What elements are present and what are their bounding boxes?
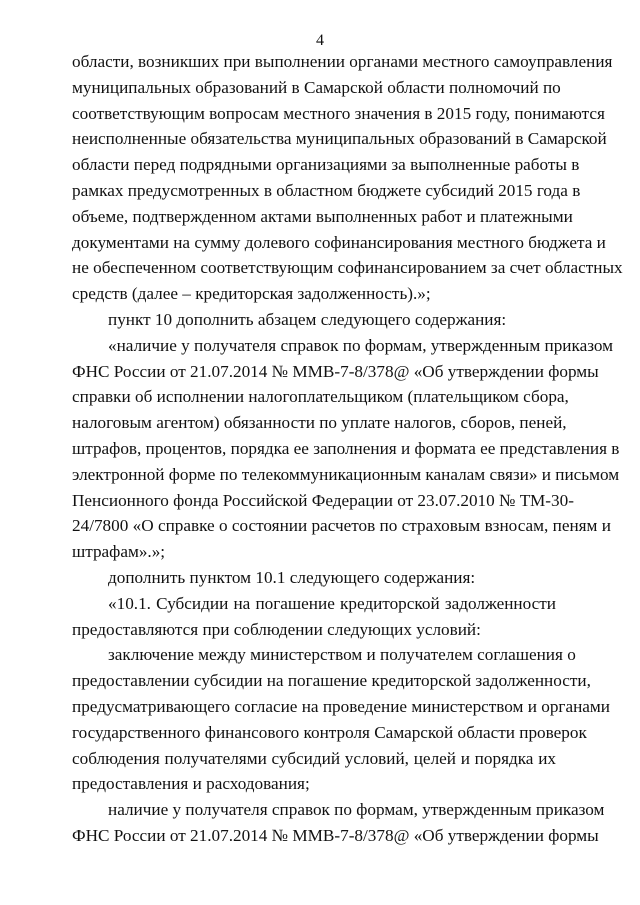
text-line: области перед подрядными организациями за выполненные работы в <box>72 155 580 175</box>
text-line: области, возникших при выполнении органами местного самоуправления <box>72 52 613 71</box>
text-line: заключение между министерством и получателем соглашения о <box>108 645 576 665</box>
text-line: предоставлении субсидии на погашение кредиторской задолженности, <box>72 671 591 691</box>
paragraph <box>72 565 556 591</box>
text-line: соблюдения получателями субсидий условий, целей и порядка их <box>72 748 556 768</box>
text-line: пункт 10 дополнить абзацем следующего содержания: <box>108 309 507 329</box>
text-line: муниципальных образований в Самарской области полномочий по <box>72 77 561 97</box>
paragraph <box>72 49 623 307</box>
paragraph <box>72 333 620 565</box>
text-line: документами на сумму долевого софинансирования местного бюджета и <box>72 232 606 252</box>
text-line: «10.1. Субсидии на погашение кредиторской задолженности <box>108 593 556 613</box>
text-line: штрафам».»; <box>72 542 166 562</box>
text-line: рамках предусмотренных в областном бюджете субсидий 2015 года в <box>72 180 581 200</box>
text-line: государственного финансового контроля Самарской области проверок <box>72 722 587 742</box>
text-line: предусматривающего согласие на проведение министерством и органами <box>72 696 610 716</box>
text-line: неисполненные обязательства муниципальных образований в Самарской <box>72 129 607 149</box>
text-line: «наличие у получателя справок по формам, утвержденным приказом <box>108 335 614 355</box>
text-line: 24/7800 «О справке о состоянии расчетов по страховым взносам, пеням и <box>72 516 611 536</box>
text-line: соответствующим вопросам местного значения в 2015 году, понимаются <box>72 103 605 123</box>
text-line: наличие у получателя справок по формам, утвержденным приказом <box>108 800 605 820</box>
text-line: штрафов, процентов, порядка ее заполнения и формата ее представления в <box>72 438 620 458</box>
text-line: дополнить пунктом 10.1 следующего содержания: <box>108 567 476 587</box>
text-line: средств (далее – кредиторская задолженность).»; <box>72 284 431 304</box>
text-line: не обеспеченном соответствующим софинансированием за счет областных <box>72 258 623 278</box>
text-line: ФНС России от 21.07.2014 № ММВ-7-8/378@ «Об утверждении формы <box>72 361 599 381</box>
text-line: электронной форме по телекоммуникационным каналам связи» и письмом <box>72 464 620 484</box>
paragraph <box>72 797 605 849</box>
text-line: предоставления и расходования; <box>72 774 310 794</box>
text-line: объеме, подтвержденном актами выполненных работ и платежными <box>72 206 573 226</box>
paragraph <box>72 642 610 797</box>
paragraph <box>72 591 556 643</box>
text-line: справки об исполнении налогоплательщиком (плательщиком сбора, <box>72 387 569 407</box>
text-line: Пенсионного фонда Российской Федерации от 23.07.2010 № ТМ-30- <box>72 490 574 510</box>
text-line: налоговым агентом) обязанности по уплате налогов, сборов, пеней, <box>72 413 567 433</box>
page-number: 4 <box>316 32 324 49</box>
text-line: предоставляются при соблюдении следующих условий: <box>72 619 481 639</box>
text-line: ФНС России от 21.07.2014 № ММВ-7-8/378@ «Об утверждении формы <box>72 825 599 845</box>
paragraph <box>72 307 556 333</box>
document-body <box>72 49 623 849</box>
